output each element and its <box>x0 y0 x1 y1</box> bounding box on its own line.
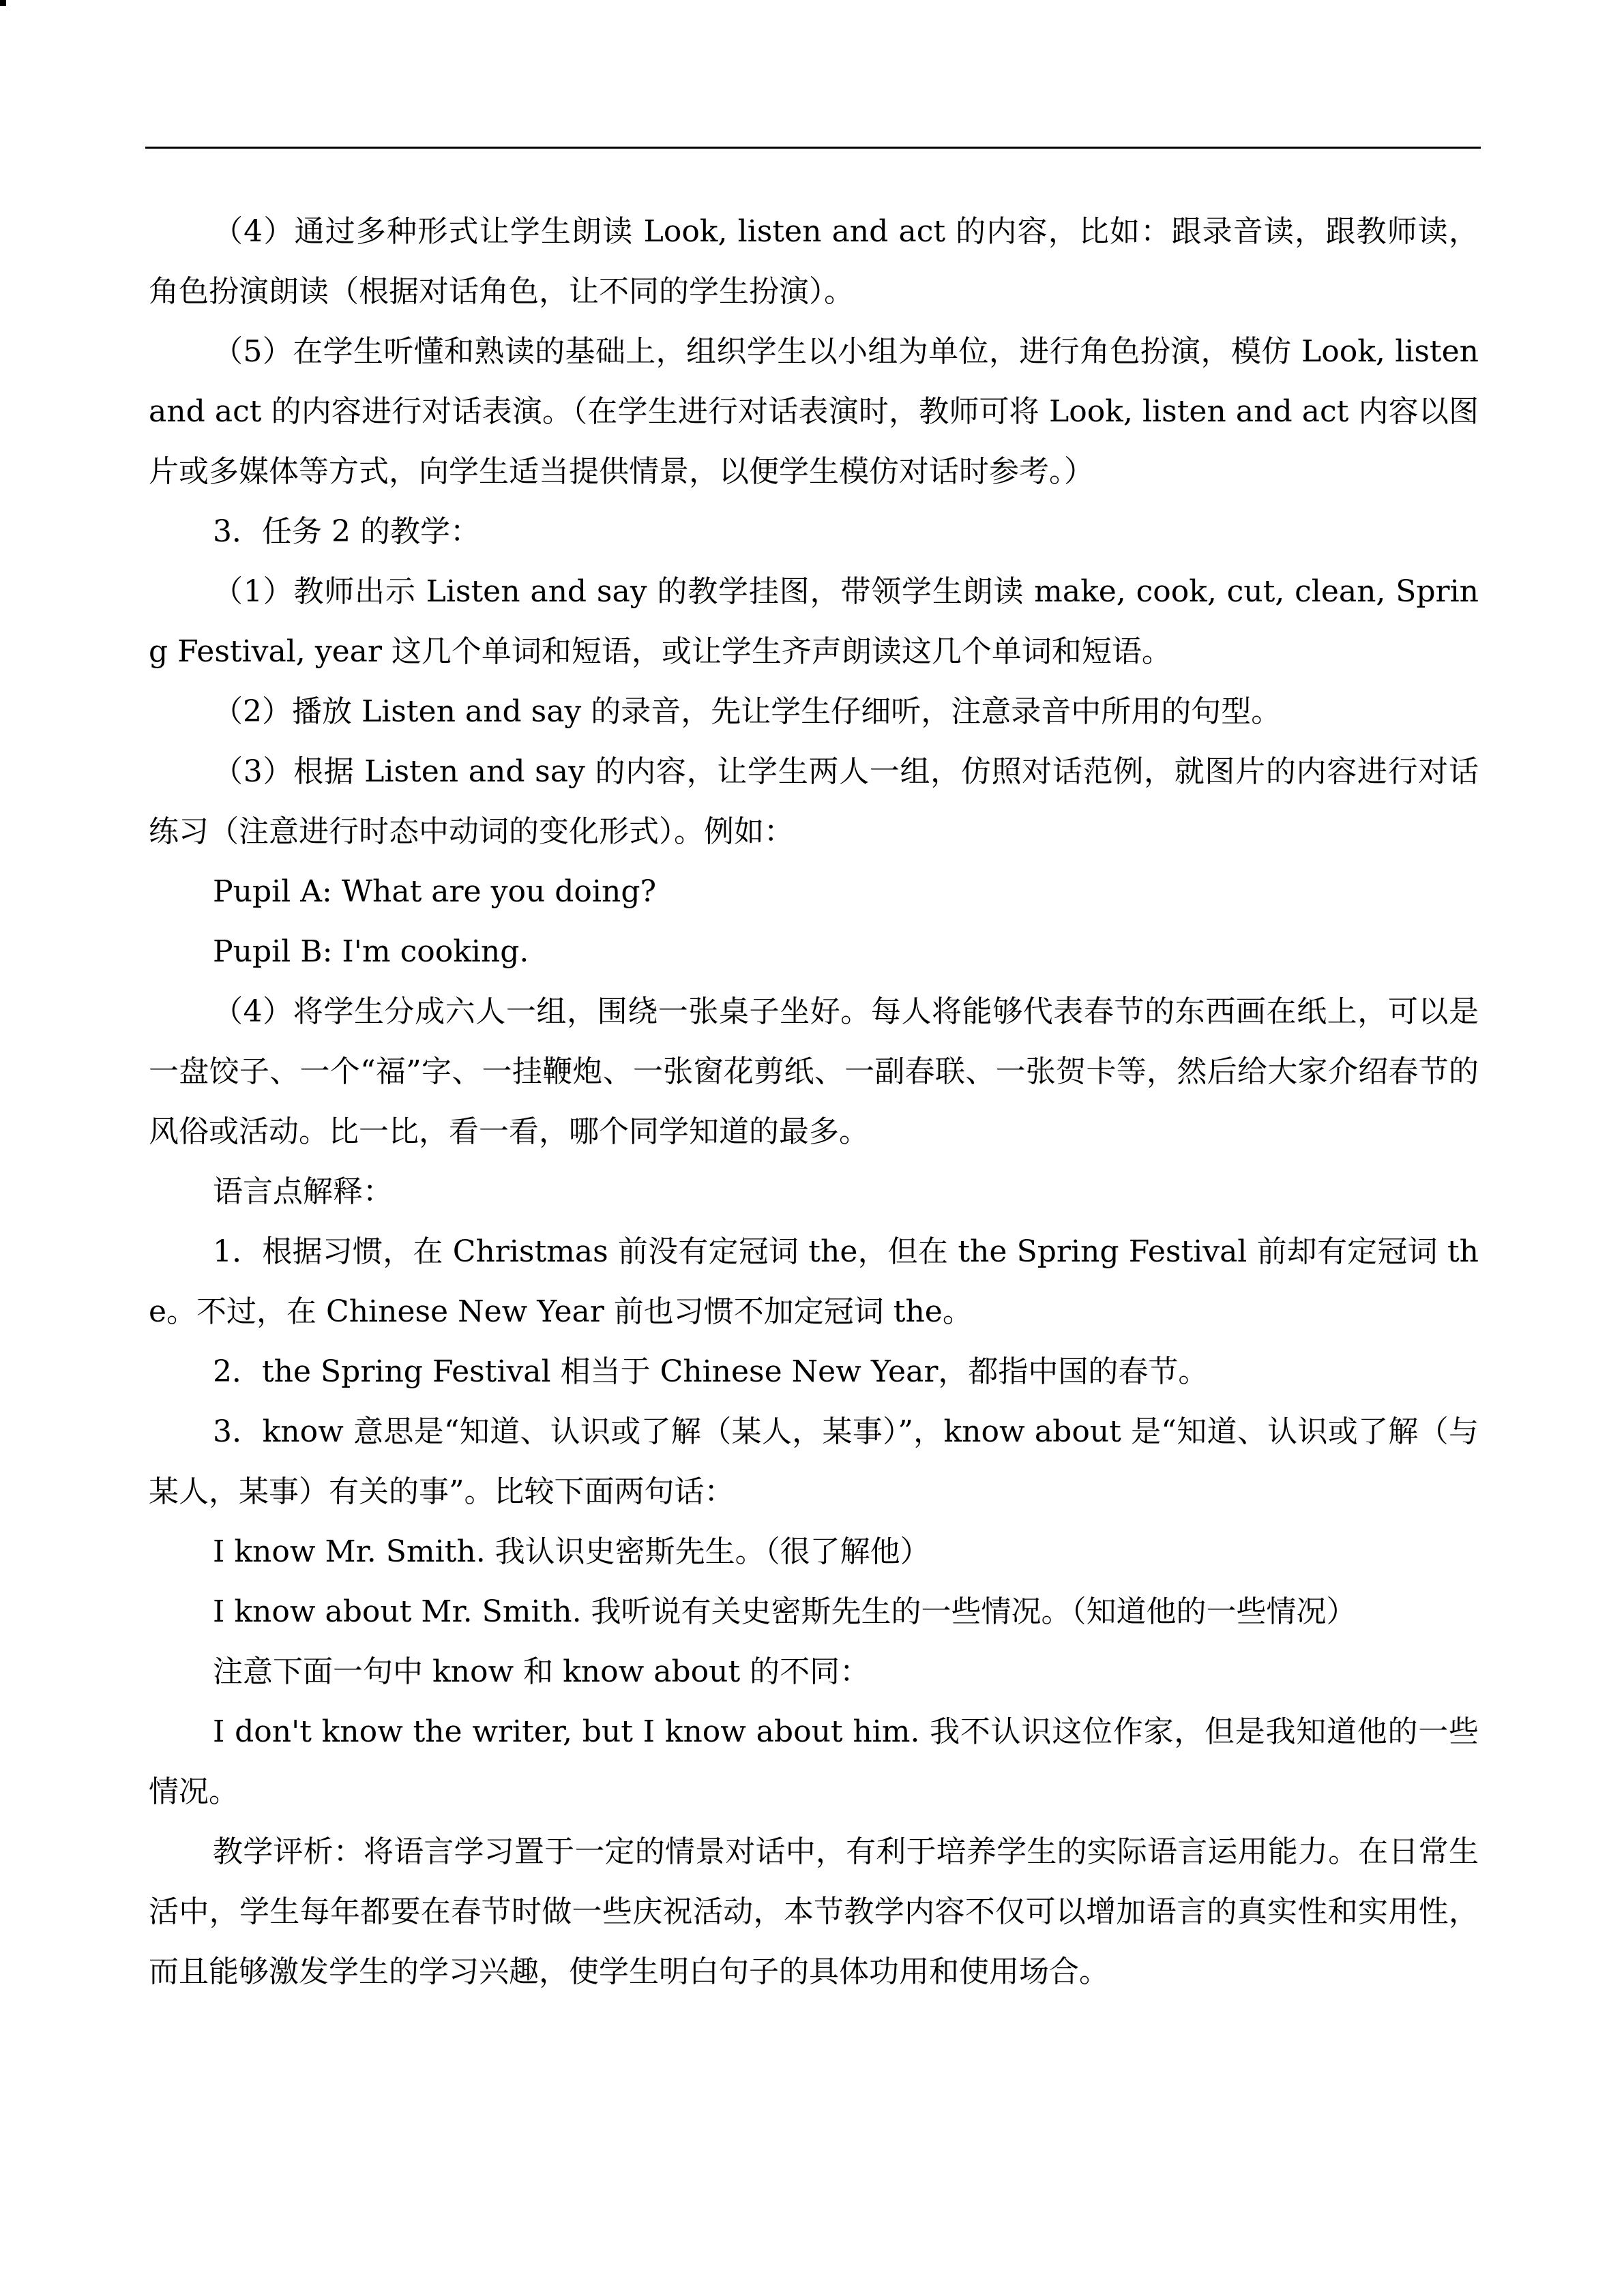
corner-mark <box>0 0 6 6</box>
heading-language-points: 语言点解释： <box>213 1174 393 1209</box>
paragraph-task2-step-1: （1）教师出示 Listen and say 的教学挂图，带领学生朗读 make, cook, cut, clean, Spring Festival, year 这几个单词和短语，或让学生齐声朗读这几个单词和短语。 <box>149 574 1479 669</box>
paragraph-step-4-reading: （4）通过多种形式让学生朗读 Look, listen and act 的内容，比如：跟录音读，跟教师读，角色扮演朗读（根据对话角色，让不同的学生扮演）。 <box>149 214 1479 309</box>
body-text <box>149 202 1479 2002</box>
example-sentence-3: I don't know the writer, but I know about him. 我不认识这位作家，但是我知道他的一些情况。 <box>149 1714 1479 1809</box>
header-rule <box>145 147 1481 149</box>
note-know-vs-know-about: 注意下面一句中 know 和 know about 的不同： <box>213 1654 870 1689</box>
language-point-2: 2．the Spring Festival 相当于 Chinese New Year，都指中国的春节。 <box>213 1354 1209 1389</box>
heading-task-2: 3．任务 2 的教学： <box>213 514 480 549</box>
paragraph-task2-step-3: （3）根据 Listen and say 的内容，让学生两人一组，仿照对话范例，就图片的内容进行对话练习（注意进行时态中动词的变化形式）。例如： <box>149 754 1479 849</box>
example-sentence-1: I know Mr. Smith. 我认识史密斯先生。（很了解他） <box>213 1534 930 1569</box>
language-point-3: 3．know 意思是“知道、认识或了解（某人，某事）”，know about 是“知道、认识或了解（与某人，某事）有关的事”。比较下面两句话： <box>149 1414 1479 1509</box>
dialogue-line-pupil-a: Pupil A: What are you doing? <box>213 874 657 909</box>
paragraph-task2-step-4: （4）将学生分成六人一组，围绕一张桌子坐好。每人将能够代表春节的东西画在纸上，可以是一盘饺子、一个“福”字、一挂鞭炮、一张窗花剪纸、一副春联、一张贺卡等，然后给大家介绍春节的风俗或活动。比一比，看一看，哪个同学知道的最多。 <box>149 994 1479 1149</box>
paragraph-step-5-role-play: （5）在学生听懂和熟读的基础上，组织学生以小组为单位，进行角色扮演，模仿 Look, listen and act 的内容进行对话表演。（在学生进行对话表演时，教师可将 Look, listen and act 内容以图片或多媒体等方式，向学生适当提供情景，以便学生模仿对话时参考。） <box>149 334 1479 489</box>
paragraph-task2-step-2: （2）播放 Listen and say 的录音，先让学生仔细听，注意录音中所用的句型。 <box>213 694 1282 729</box>
language-point-1: 1．根据习惯，在 Christmas 前没有定冠词 the，但在 the Spring Festival 前却有定冠词 the。不过，在 Chinese New Year 前也习惯不加定冠词 the。 <box>149 1234 1479 1329</box>
paragraph-teaching-analysis: 教学评析：将语言学习置于一定的情景对话中，有利于培养学生的实际语言运用能力。在日常生活中，学生每年都要在春节时做一些庆祝活动，本节教学内容不仅可以增加语言的真实性和实用性，而且能够激发学生的学习兴趣，使学生明白句子的具体功用和使用场合。 <box>149 1834 1479 1989</box>
dialogue-line-pupil-b: Pupil B: I'm cooking. <box>213 934 529 969</box>
example-sentence-2: I know about Mr. Smith. 我听说有关史密斯先生的一些情况。（知道他的一些情况） <box>213 1594 1357 1629</box>
